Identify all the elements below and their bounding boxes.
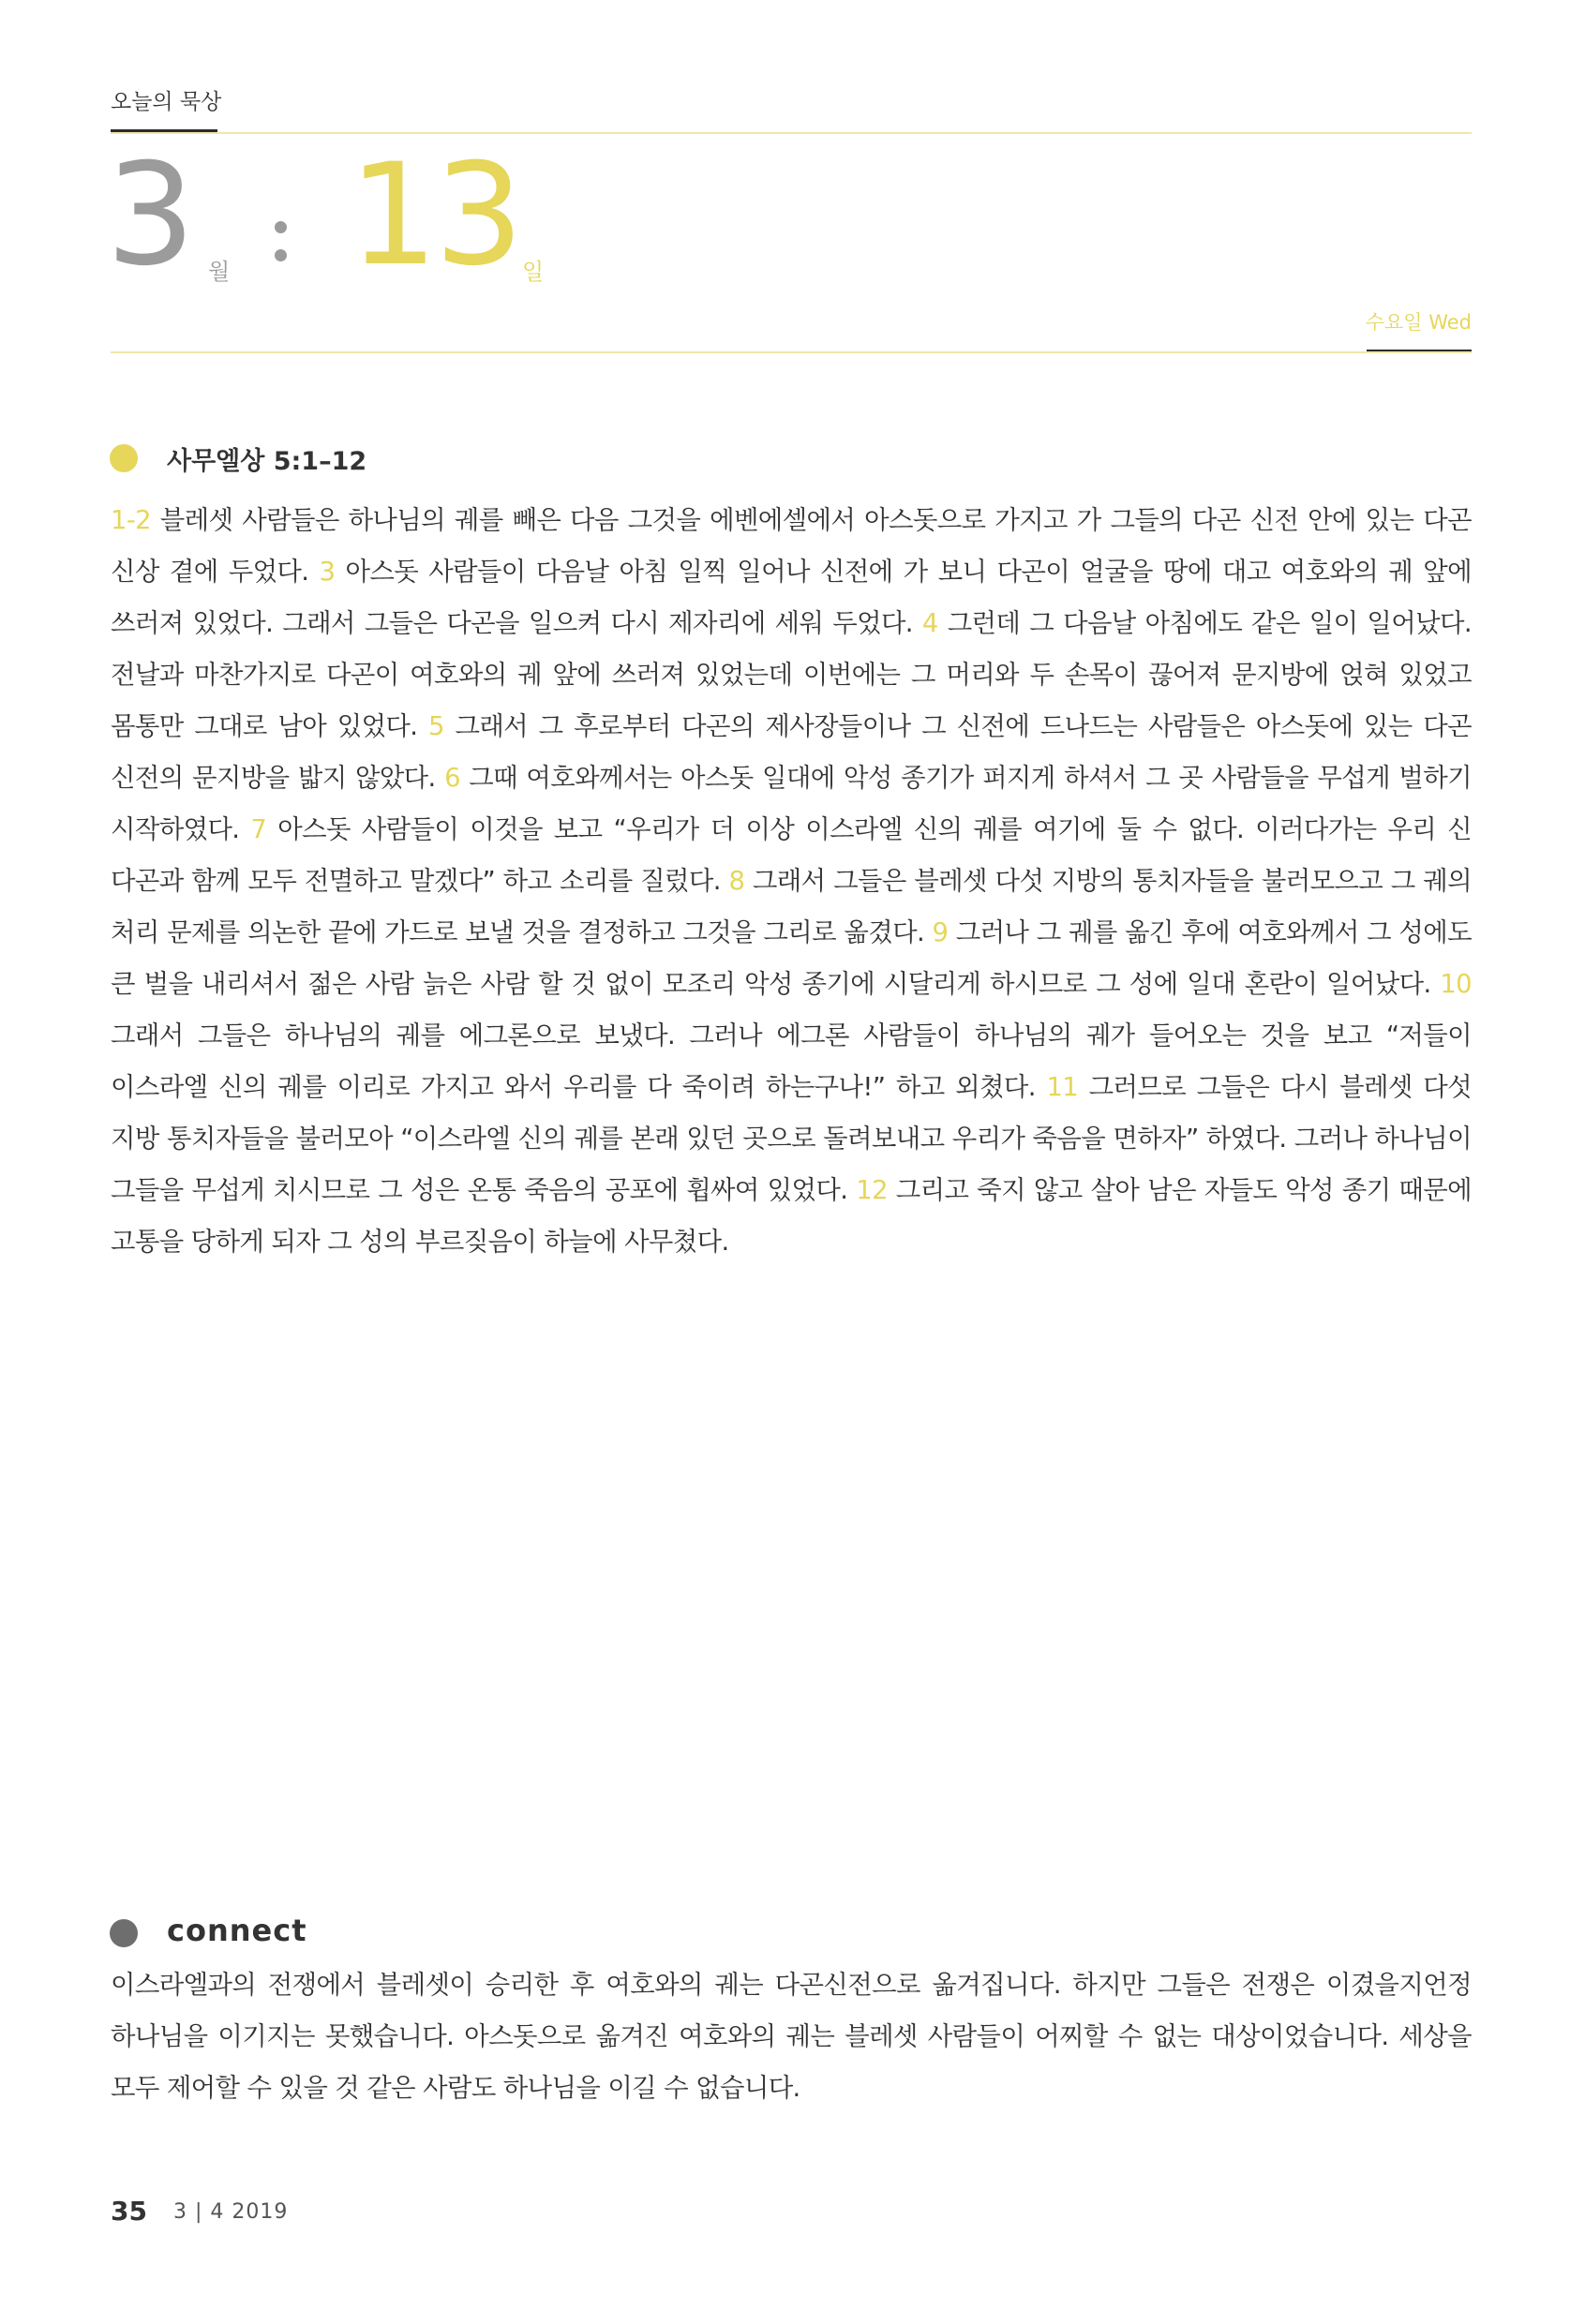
verse-number: 12 xyxy=(856,1176,888,1205)
connect-body: 이스라엘과의 전쟁에서 블레셋이 승리한 후 여호와의 궤는 다곤신전으로 옮겨집니다. 하지만 그들은 전쟁은 이겼을지언정 하나님을 이기지는 못했습니다. 아스돗으로 옮겨진 여호와의 궤는 블레셋 사람들이 어찌할 수 없는 대상이었습니다. 세상을 모두 제어할 수 있을 것 같은 사람도 하나님을 이길 수 없습니다. xyxy=(111,1971,1472,2103)
verse-number: 4 xyxy=(921,609,938,638)
scripture-body xyxy=(111,495,1472,1268)
date-month-unit: 월 xyxy=(208,259,231,285)
date-colon-dot-bottom xyxy=(275,249,287,261)
verse-number: 8 xyxy=(728,867,745,896)
verse-text: 그래서 그들은 하나님의 궤를 에그론으로 보냈다. 그러나 에그론 사람들이 하나님의 궤가 들어오는 것을 보고 “저들이 이스라엘 신의 궤를 이리로 가지고 와서 우리를 다 죽이려 하는구나!” 하고 외쳤다. xyxy=(111,1021,1472,1102)
verse-number: 1-2 xyxy=(111,506,151,535)
connect-bullet-icon xyxy=(110,1919,138,1947)
date-colon-dot-top xyxy=(275,221,287,233)
date-day-unit: 일 xyxy=(522,259,545,285)
scripture-bullet-icon xyxy=(110,444,138,472)
verse-text: 블레셋 사람들은 하나님의 궤를 빼은 다음 그것을 에벤에셀에서 아스돗으로 가지고 가 그들의 다곤 신전 안에 있는 다곤 신상 곁에 두었다. xyxy=(111,506,1472,587)
scripture-title: 사무엘상 5:1–12 xyxy=(167,447,367,476)
date-day: 13 xyxy=(349,134,520,297)
verse-number: 5 xyxy=(428,712,444,741)
date-month: 3 xyxy=(106,134,194,297)
verse-number: 11 xyxy=(1046,1073,1079,1102)
verse-text: 그래서 그들은 블레셋 다섯 지방의 통치자들을 불러모으고 그 궤의 처리 문제를 의논한 끝에 가드로 보낼 것을 결정하고 그것을 그리로 옮겼다. xyxy=(111,867,1472,947)
date-divider xyxy=(111,351,1472,353)
header-label: 오늘의 묵상 xyxy=(111,90,222,114)
verse-number: 3 xyxy=(319,558,336,587)
verse-text: 그리고 죽지 않고 살아 남은 자들도 악성 종기 때문에 고통을 당하게 되자 그 성의 부르짖음이 하늘에 사무쳤다. xyxy=(111,1176,1472,1257)
page-number: 35 xyxy=(111,2196,147,2227)
verse-text: 그때 여호와께서는 아스돗 일대에 악성 종기가 퍼지게 하셔서 그 곳 사람들을 무섭게 벌하기 시작하였다. xyxy=(111,764,1472,844)
verse-text: 그래서 그 후로부터 다곤의 제사장들이나 그 신전에 드나드는 사람들은 아스돗에 있는 다곤 신전의 문지방을 밟지 않았다. xyxy=(111,712,1472,793)
verse-number: 6 xyxy=(444,764,460,793)
verse-number: 9 xyxy=(932,918,949,947)
header-divider xyxy=(111,132,1472,134)
verse-number: 10 xyxy=(1440,970,1472,999)
issue-label: 3 | 4 2019 xyxy=(173,2200,289,2224)
verse-text: 아스돗 사람들이 이것을 보고 “우리가 더 이상 이스라엘 신의 궤를 여기에 둘 수 없다. 이러다가는 우리 신 다곤과 함께 모두 전멸하고 말겠다” 하고 소리를 질렀다. xyxy=(111,815,1473,896)
verse-number: 7 xyxy=(250,815,267,844)
verse-text: 그런데 그 다음날 아침에도 같은 일이 일어났다. 전날과 마찬가지로 다곤이 여호와의 궤 앞에 쓰러져 있었는데 이번에는 그 머리와 두 손목이 끊어져 문지방에 얹혀 있었고 몸통만 그대로 남아 있었다. xyxy=(111,609,1472,741)
date-weekday: 수요일 Wed xyxy=(1365,311,1472,334)
connect-title: connect xyxy=(167,1913,307,1948)
verse-text: 그러나 그 궤를 옮긴 후에 여호와께서 그 성에도 큰 벌을 내리셔서 젊은 사람 늙은 사람 할 것 없이 모조리 악성 종기에 시달리게 하시므로 그 성에 일대 혼란이 일어났다. xyxy=(111,918,1472,999)
verse-text: 아스돗 사람들이 다음날 아침 일찍 일어나 신전에 가 보니 다곤이 얼굴을 땅에 대고 여호와의 궤 앞에 쓰러져 있었다. 그래서 그들은 다곤을 일으켜 다시 제자리에 세워 두었다. xyxy=(111,558,1472,638)
verse-text: 그러므로 그들은 다시 블레셋 다섯 지방 통치자들을 불러모아 “이스라엘 신의 궤를 본래 있던 곳으로 돌려보내고 우리가 죽음을 면하자” 하였다. 그러나 하나님이 그들을 무섭게 치시므로 그 성은 온통 죽음의 공포에 휩싸여 있었다. xyxy=(111,1073,1472,1205)
